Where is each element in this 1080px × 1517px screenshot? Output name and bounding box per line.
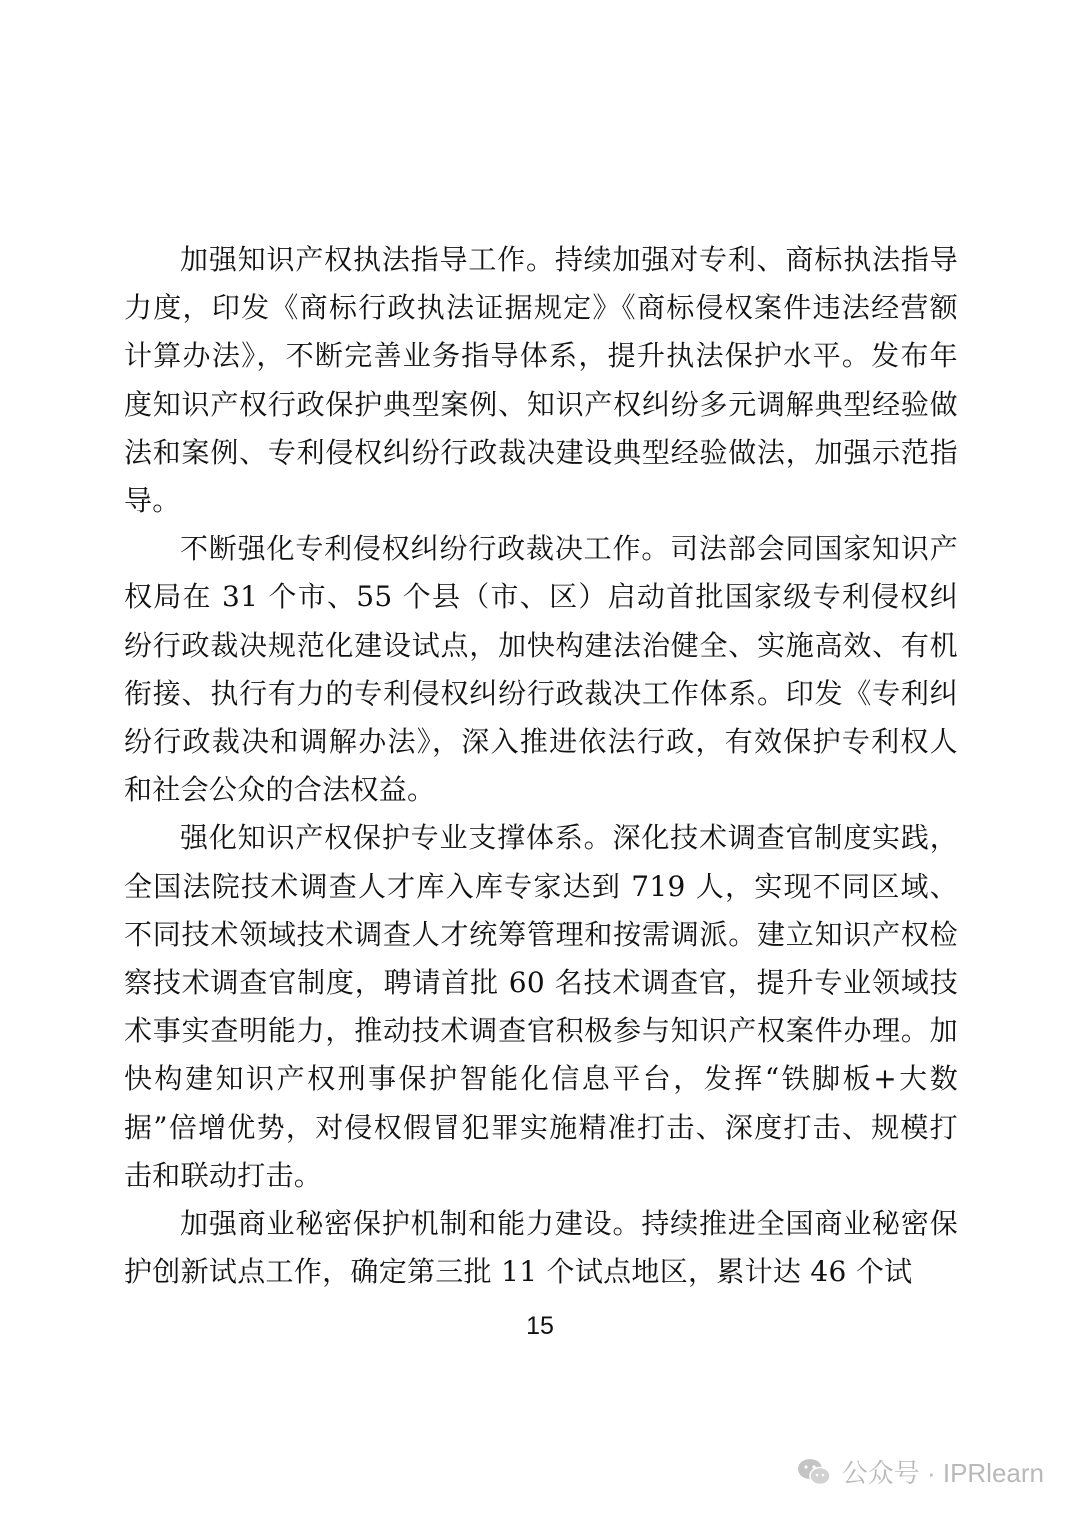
page-number: 15 <box>526 1312 554 1340</box>
paragraph-technical-support: 强化知识产权保护专业支撑体系。深化技术调查官制度实践，全国法院技术调查人才库入库专家达到 719 人，实现不同区域、不同技术领域技术调查人才统筹管理和按需调派。建立知识产权检察技术调查官制度，聘请首批 60 名技术调查官，提升专业领域技术事实查明能力，推动技术调查官积极参与知识产权案件办理。加快构建知识产权刑事保护智能化信息平台，发挥“铁脚板+大数据”倍增优势，对侵权假冒犯罪实施精准打击、深度打击、规模打击和联动打击。 <box>124 821 958 1192</box>
watermark-label: 公众号 · IPRlearn <box>841 1458 1044 1488</box>
watermark <box>796 1453 1044 1490</box>
wechat-icon <box>796 1457 832 1487</box>
paragraph-enforcement-guidance: 加强知识产权执法指导工作。持续加强对专利、商标执法指导力度，印发《商标行政执法证据规定》《商标侵权案件违法经营额计算办法》，不断完善业务指导体系，提升执法保护水平。发布年度知识产权行政保护典型案例、知识产权纠纷多元调解典型经验做法和案例、专利侵权纠纷行政裁决建设典型经验做法，加强示范指导。 <box>124 243 958 518</box>
body-text <box>124 236 958 1296</box>
paragraph-administrative-adjudication: 不断强化专利侵权纠纷行政裁决工作。司法部会同国家知识产权局在 31 个市、55 个县（市、区）启动首批国家级专利侵权纠纷行政裁决规范化建设试点，加快构建法治健全、实施高效、有机衔接、执行有力的专利侵权纠纷行政裁决工作体系。印发《专利纠纷行政裁决和调解办法》，深入推进依法行政，有效保护专利权人和社会公众的合法权益。 <box>124 532 958 807</box>
paragraph-trade-secret: 加强商业秘密保护机制和能力建设。持续推进全国商业秘密保护创新试点工作，确定第三批 11 个试点地区，累计达 46 个试 <box>124 1207 958 1289</box>
